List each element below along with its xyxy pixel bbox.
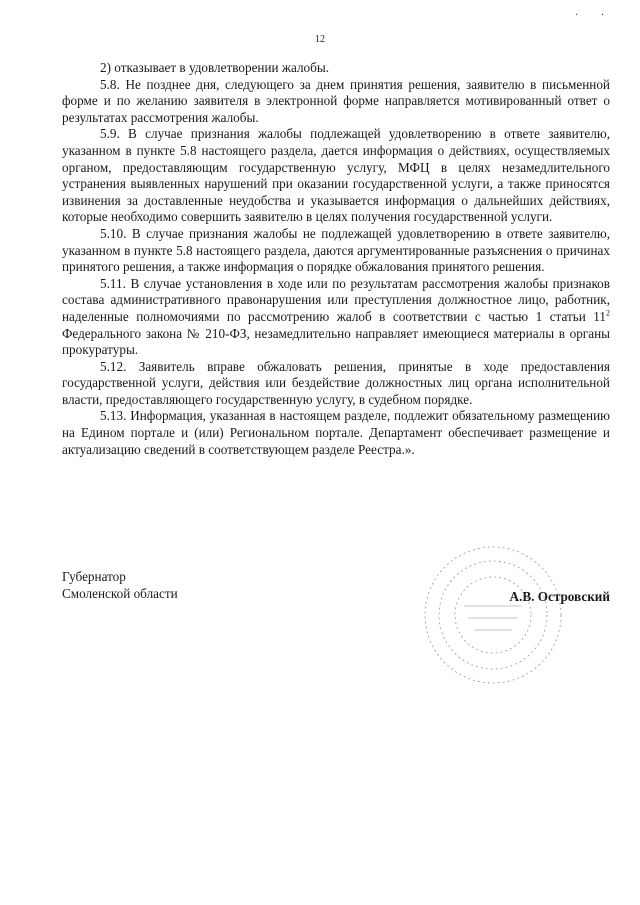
paragraph-item-2: 2) отказывает в удовлетворении жалобы.	[100, 60, 330, 75]
paragraph-5-11-text-b: Федерального закона № 210-ФЗ, незамедлительно направляет имеющиеся материалы в органы прокуратуры.	[62, 325, 610, 358]
paragraph-5-11	[62, 276, 610, 359]
paragraph-5-8: 5.8. Не позднее дня, следующего за днем принятия решения, заявителю в письменной форме и по желанию заявителя в электронной форме направляется мотивированный ответ о результатах рассмотрения жалобы.	[62, 76, 610, 125]
paragraph-5-9: 5.9. В случае признания жалобы подлежащей удовлетворению в ответе заявителю, указанном в пункте 5.8 настоящего раздела, дается информация о действиях, осуществляемых органом, предоставляющим государственную услугу, МФЦ в целях незамедлительного устранения выявленных нарушений при оказании государственной услуги, а также приносятся извинения за доставленные неудобства и указывается информация о дальнейших действиях, которые необходимо совершить заявителю в целях получения государственной услуги.	[62, 126, 610, 225]
signer-title: Губернатор	[62, 569, 126, 584]
official-stamp-icon	[418, 540, 568, 690]
paragraph-5-10: 5.10. В случае признания жалобы не подлежащей удовлетворению в ответе заявителю, указанном в пункте 5.8 настоящего раздела, даются аргументированные разъяснения о причинах принятого решения, а также информация о порядке обжалования принятого решения.	[62, 225, 610, 275]
signer-region: Смоленской области	[62, 586, 178, 601]
paragraph-5-12: 5.12. Заявитель вправе обжаловать решения, принятые в ходе предоставления государственной услуги, действия или бездействие должностных лиц органа исполнительной власти, предоставляющего государственную услугу, в судебном порядке.	[62, 358, 610, 407]
document-body	[62, 60, 610, 458]
paragraph-5-11-text-a: 5.11. В случае установления в ходе или по результатам рассмотрения жалобы признаков состава административного правонарушения или преступления должностное лицо, работник, наделенные полномочиями по рассмотрению жалоб в соответствии с частью 1 статьи 11	[62, 275, 610, 324]
paragraph-5-13: 5.13. Информация, указанная в настоящем разделе, подлежит обязательному размещению на Едином портале и (или) Региональном портале. Департамент обеспечивает размещение и актуализацию сведений в соответствующем разделе Реестра.».	[62, 408, 610, 457]
superscript-2: 2	[606, 308, 610, 318]
signer-name: А.В. Островский	[509, 589, 610, 604]
page-number: 12	[315, 34, 325, 45]
corner-marks: · ·	[575, 10, 615, 21]
